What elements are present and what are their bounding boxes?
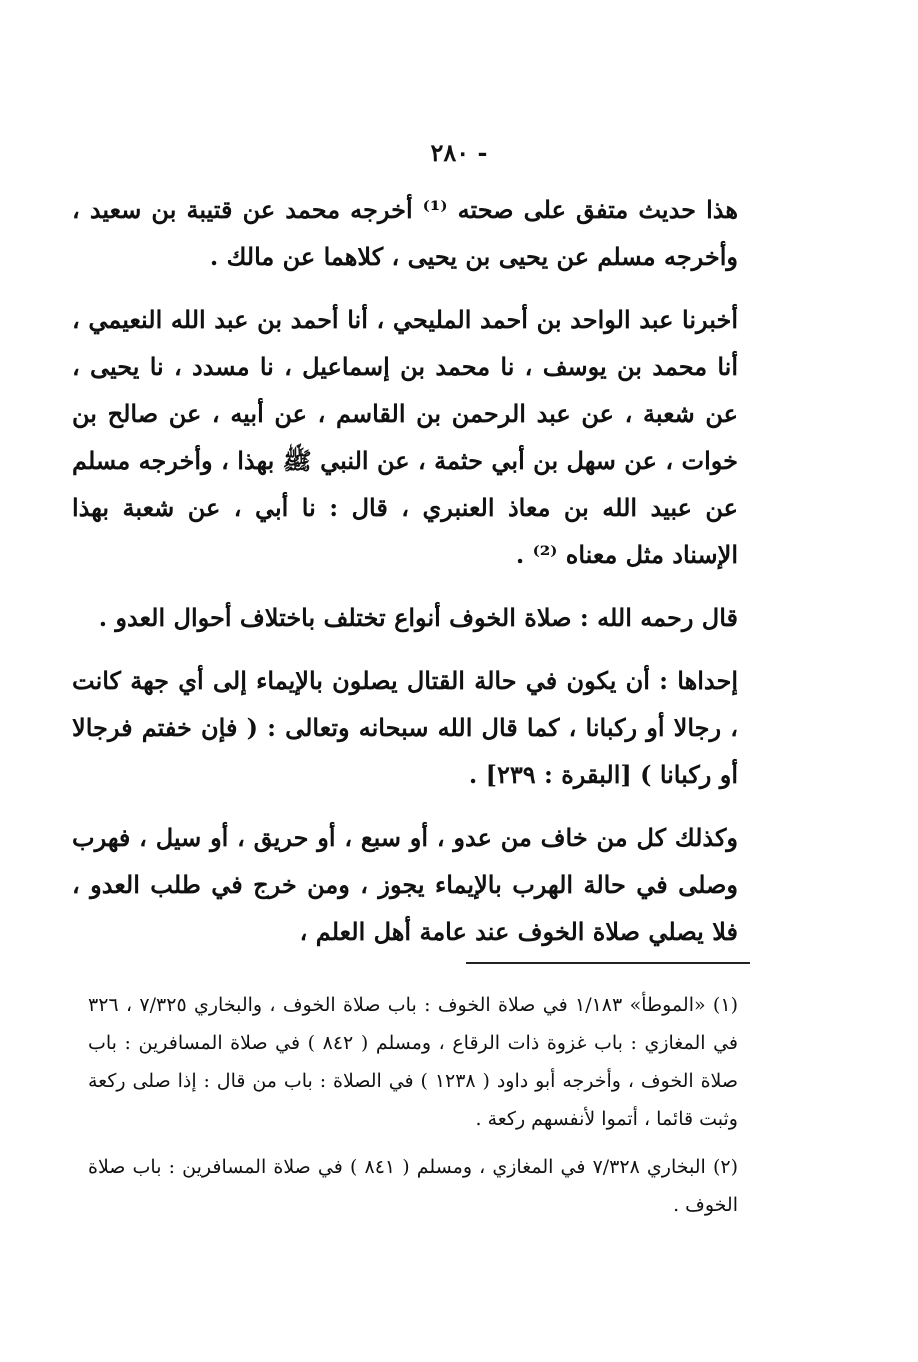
footnotes (88, 986, 738, 1234)
paragraph: أخبرنا عبد الواحد بن أحمد المليحي ، أنا أحمد بن عبد الله النعيمي ، أنا محمد بن يوسف ، نا محمد بن إسماعيل ، نا مسدد ، نا يحيى ، عن شعبة ، عن عبد الرحمن بن القاسم ، عن أبيه ، عن صالح بن خوات ، عن سهل بن أبي حثمة ، عن النبي ﷺ بهذا ، وأخرجه مسلم عن عبيد الله بن معاذ العنبري ، قال : نا أبي ، عن شعبة بهذا الإسناد مثل معناه ⁽²⁾ . (72, 305, 738, 569)
footnote: (١) «الموطأ» ١/١٨٣ في صلاة الخوف : باب صلاة الخوف ، والبخاري ٧/٣٢٥ ، ٣٢٦ في المغازي : باب غزوة ذات الرقاع ، ومسلم ( ٨٤٢ ) في صلاة المسافرين : باب صلاة الخوف ، وأخرجه أبو داود ( ١٢٣٨ ) في الصلاة : باب من قال : إذا صلى ركعة وثبت قائما ، أتموا لأنفسهم ركعة . (88, 994, 739, 1130)
paragraph: وكذلك كل من خاف من عدو ، أو سبع ، أو حريق ، أو سيل ، فهرب وصلى في حالة الهرب بالإيماء يجوز ، ومن خرج في طلب العدو ، فلا يصلي صلاة الخوف عند عامة أهل العلم ، (72, 823, 738, 946)
paragraph: هذا حديث متفق على صحته ⁽¹⁾ أخرجه محمد عن قتيبة بن سعيد ، وأخرجه مسلم عن يحيى بن يحيى ، كلاهما عن مالك . (72, 195, 738, 271)
footnote-separator (466, 962, 750, 964)
paragraph: قال رحمه الله : صلاة الخوف أنواع تختلف باختلاف أحوال العدو . (98, 603, 738, 632)
paragraph: إحداها : أن يكون في حالة القتال يصلون بالإيماء إلى أي جهة كانت ، رجالا أو ركبانا ، كما قال الله سبحانه وتعالى : ( فإن خفتم فرجالا أو ركبانا ) [البقرة : ٢٣٩] . (72, 666, 738, 789)
footnote: (٢) البخاري ٧/٣٢٨ في المغازي ، ومسلم ( ٨٤١ ) في صلاة المسافرين : باب صلاة الخوف . (88, 1156, 739, 1216)
page-number: - ٢٨٠ (430, 138, 488, 167)
main-text (72, 186, 738, 971)
